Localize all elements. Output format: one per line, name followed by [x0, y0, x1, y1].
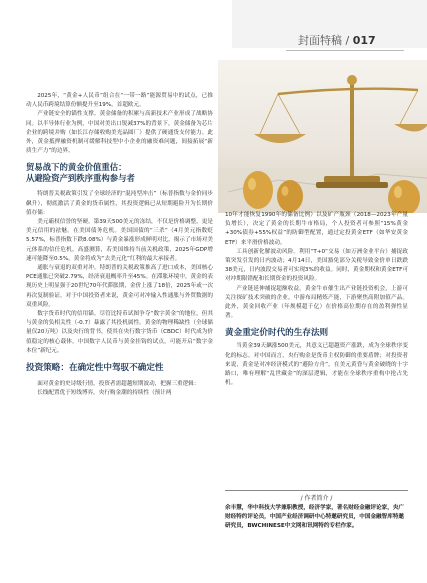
left-paragraph-1: 2025年，“黄金+人民币”组合在“一带一路”能源贸易中的试点，已推动人民币跨境结算份额提升至19%，首超欧元。	[26, 93, 213, 109]
author-divider	[225, 490, 408, 491]
section-heading-1a: 贸易战下的黄金价值重估：	[26, 162, 127, 173]
right-paragraph-3: 产业链延伸捕捉超额收益。黄金牛市催生出产业链投资机会，上游可关注探矿技术突破的企业，中游布局精炼产能，下游聚焦高附加值产品。此外，黄金回收产业（年规模超千亿）在价格高位期存在的盈利弹性显著。	[225, 285, 408, 320]
right-paragraph-1: 10年才能恢复1990年的储备比例）以及矿产瓶颈（2018—2023年产量负增长），决定了黄金的长期牛市格局，个人投资者可参照“15%黄金+30%债券+55%权益”的防御型配置，通过定投黄金ETF（如华安黄金ETF）来平滑价格波动。	[225, 212, 408, 246]
right-paragraph-4: 当黄金39天飙涨500美元，其意义已超越资产涨跌，成为全球秩序变化的标志。对中国而言，央行购金是货币主权防御的重要盾牌；对投资者来说，黄金是对冲经济模式的“避险方舟”。在美元黄昏与黄金破晓的十字路口，唯有理解“乱世藏金”的深层逻辑，才能在全球秩序重构中抢占先机。	[225, 343, 408, 387]
left-paragraph-3: 特朗普关税政策引发了全球经济的“混沌型冲击”（标普指数与金价同步飙升），彻底激活了黄金的货币属性，其投资逻辑已从短期避险升为长期价值存储：	[26, 191, 213, 216]
header-rule	[286, 50, 404, 51]
author-text: 余丰慧，华中科技大学兼职教授，经济学家，著名财经金融评论家，央广财经特约评论员，中国产业经济调研中心特邀研究员，中国金融智库特邀研究员，BWCHINESE中文网和讯网特约专栏作家。	[225, 505, 405, 530]
left-paragraph-2: 产业链安全的锚性支撑。黄金储备的积累与高新技术产业形成了战略协同。以半导体行业为例，中国对美出口锐减37%的背景下，黄金储备为芯片企业的跨境并购（如长江存储收购美光晶圆厂）提供了硬通货支付能力。此外，黄金抵押融资机制可缓解科技型中小企业的融资难问题，间接拓展“新质生产力”的边界。	[26, 111, 213, 155]
author-bio	[225, 490, 408, 532]
left-paragraph-4: 美元霸权信誉的坚硬。第39天500美元的冻结，不仅是价格调整，更是美元信用的祛魅。在美国债务危机。美国国债的“三杀”（4月美元指数贬5.57%，标普指数下跌8.08%）与黄金暴涨形成鲜明对比，揭示了市场对美元体系的信任危机。高盛测算，若美国维持当前关税政策，2025年GDP增速可能降至0.5%，黄金将成为“去美元化”红利的最大承接者。	[26, 219, 213, 262]
left-paragraph-8: 长线配置优于短线博弈。央行购金潮的持续性（预计两	[37, 390, 172, 397]
author-label: / 作者简介 /	[300, 495, 333, 502]
section-heading-3: 黄金重定价时代的生存法则	[225, 328, 329, 339]
page-number: 017	[352, 34, 376, 47]
header-separator: /	[345, 34, 353, 47]
section-tag	[298, 32, 376, 48]
left-column	[26, 92, 213, 398]
left-paragraph-6: 数字货币时代的信用锚。尽管比特币试图争夺“数字黄金”的地位，但其与黄金的负相关性（-0.7）暴露了其投机属性。黄金的物理稀缺性（全球储量仅20万吨）以及央行的背书，使其在央行数字货币（CBDC）时代成为价值稳定的核心载体。中国数字人民币与黄金挂钩的试点，可能开启“数字金本位”新纪元。	[26, 311, 213, 354]
left-paragraph-5: 通胀与衰退的双重对冲。特朗普的关税政策推高了进口成本，美国核心PCE通胀已突破2.79%，经济衰退概率升至45%。在滞胀环境中，黄金的表现历史上明显强于20世纪70年代滞胀期，金价上涨了18倍，2025年或一次再次复制验证。对于中国投资者来说，黄金可对冲输入性通胀与外贸数据的双重风险。	[26, 265, 213, 308]
section-title: 封面特稿	[298, 34, 342, 47]
photo-illustration	[218, 60, 427, 213]
section-heading-1b: 从避险资产到秩序重构参与者	[26, 173, 135, 184]
page-header	[0, 0, 427, 56]
gold-scale-photo	[218, 60, 427, 213]
section-heading-2: 投资策略：在确定性中驾驭不确定性	[26, 363, 164, 374]
right-paragraph-2: 工具创新化解波动风险。利用“T+0”交易（如万洲金业平台）捕捉政策突发引发的日内波动；4月14日，美国豁免部分关税导致金价单日跌跌38美元，日内波段交易者可实现3%的收益。同时，黄金期权和黄金ETF可对冲期限错配和长期资金的投资风险。	[225, 248, 408, 283]
left-paragraph-7: 面对黄金的史诗级行情，投资者需超越短期波动，把握三重逻辑：	[37, 381, 200, 388]
right-column	[225, 211, 408, 388]
